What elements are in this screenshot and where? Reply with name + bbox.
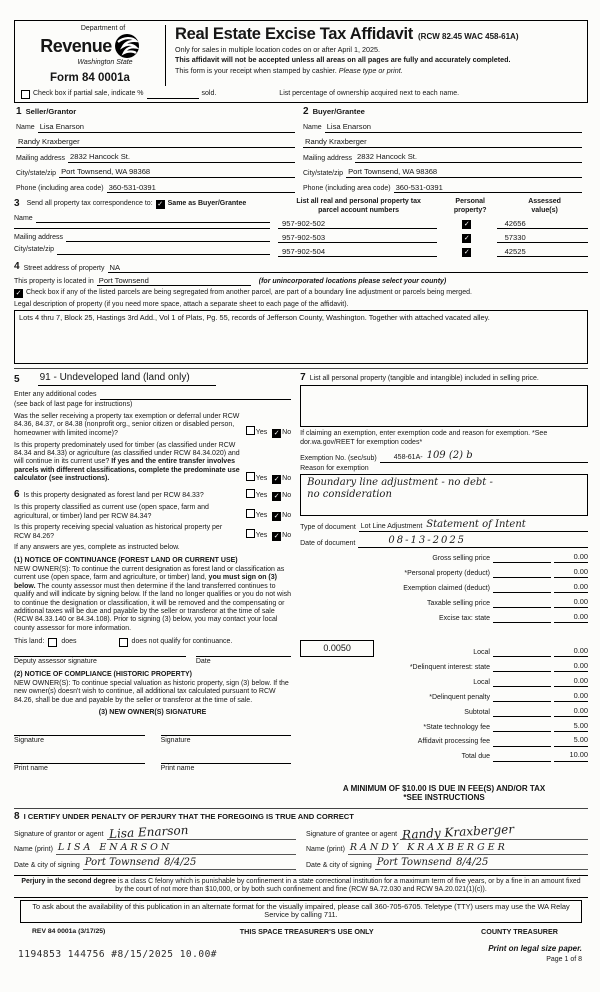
county-treasurer-label: COUNTY TREASURER <box>481 927 558 937</box>
no-label: No <box>282 511 292 519</box>
yes-label: Yes <box>255 429 268 437</box>
additional-codes-field[interactable] <box>100 398 292 400</box>
historical-question: Is this property receiving special valuation as historical property per RCW 84.26? <box>14 524 223 540</box>
affidavit-processing-fee-value[interactable]: 5.00 <box>554 736 588 746</box>
new-owner-print-2-field[interactable] <box>161 752 292 764</box>
excise-tax-state-label: Excise tax: state <box>439 614 490 622</box>
section8-number: 8 <box>14 811 20 823</box>
section7-number: 7 <box>300 372 306 384</box>
timber-yes-checkbox[interactable] <box>246 472 255 481</box>
timber-question: Is this property predominately used for timber (as classified under RCW 84.34 and 84.33) or agriculture (as classified under RCW 84.34.020) and will continue in its current use? <box>14 441 240 466</box>
reason-line-2: no consideration <box>307 489 392 501</box>
deputy-assessor-signature-label: Deputy assessor signature <box>14 656 186 666</box>
delinquent-interest-state-value[interactable]: 0.00 <box>554 662 588 672</box>
no-label: No <box>282 429 292 437</box>
does-not-label: does not qualify for continuance. <box>131 638 233 646</box>
table-row <box>278 219 588 229</box>
delinquent-interest-local-label: Local <box>473 678 490 686</box>
section4-number: 4 <box>14 261 20 273</box>
new-owner-signature-2-field[interactable] <box>161 724 292 736</box>
header-instruction-3-italic: Please type or print. <box>338 65 403 75</box>
grantee-date-city-label: Date & city of signing <box>306 861 372 869</box>
seller-phone-field[interactable]: 360-531-0391 <box>107 183 295 194</box>
seller-grantor-section <box>14 105 301 196</box>
additional-codes-label: Enter any additional codes <box>14 391 97 399</box>
assessed-col-header-line1: Assessed <box>528 198 561 206</box>
buyer-city-label: City/state/zip <box>303 169 344 177</box>
land-use-section <box>14 372 298 803</box>
yes-label: Yes <box>255 491 268 499</box>
partial-sale-label: Check box if partial sale, indicate % <box>33 90 144 98</box>
notice-continuance-bold: you must sign on (3) below. <box>14 574 277 590</box>
new-owner-signature-1-field[interactable] <box>14 724 145 736</box>
corr-name2-field[interactable] <box>14 228 270 230</box>
personal-property-section <box>298 372 588 803</box>
parcel-2-number-field[interactable]: 957-902-503 <box>278 233 437 243</box>
section6-number: 6 <box>14 488 20 500</box>
seller-mailing-field[interactable]: 2832 Hancock St. <box>68 152 295 163</box>
corr-mailing-label: Mailing address <box>14 233 64 241</box>
same-as-buyer-checkbox[interactable] <box>156 200 165 209</box>
grantee-print-label: Name (print) <box>306 846 345 854</box>
print-name-label: Print name <box>160 764 195 772</box>
date-of-document-field[interactable]: 08-13-2025 <box>388 535 467 547</box>
personal-property-label: List all personal property (tangible and intangible) included in selling price. <box>309 375 539 383</box>
personal-col-header-line2: property? <box>453 206 487 214</box>
parcel-3-number-field[interactable]: 957-902-504 <box>278 247 437 257</box>
exemption-claimed-value[interactable]: 0.00 <box>554 583 588 593</box>
buyer-mailing-field[interactable]: 2832 Hancock St. <box>355 152 582 163</box>
taxable-selling-price-label: Taxable selling price <box>426 599 490 607</box>
personal-property-deduct-value[interactable]: 0.00 <box>554 568 588 578</box>
current-use-no-checkbox[interactable] <box>272 512 281 521</box>
assessed-col-header-line2: value(s) <box>531 206 558 214</box>
parcel-1-personal-checkbox[interactable] <box>462 220 471 229</box>
personal-col-header-line1: Personal <box>455 198 485 206</box>
seller-phone-label: Phone (including area code) <box>16 184 104 192</box>
type-of-document-hand: Statement of Intent <box>426 519 526 531</box>
page-number: Page 1 of 8 <box>546 955 582 963</box>
personal-property-deduct-label: *Personal property (deduct) <box>404 569 490 577</box>
parcel-col-header-line1: List all real and personal property tax <box>296 198 421 206</box>
treasurer-receipt-stamp: 1194853 144756 #8/15/2025 10.00# <box>18 948 218 960</box>
yes-label: Yes <box>255 511 268 519</box>
located-in-label: This property is located in <box>14 277 94 285</box>
reason-line-1: Boundary line adjustment - no debt - <box>307 477 493 489</box>
land-does-checkbox[interactable] <box>48 638 57 647</box>
parcel-3-personal-checkbox[interactable] <box>462 248 471 257</box>
dor-logo-block <box>21 25 159 86</box>
type-of-document-label: Type of document <box>300 524 356 532</box>
grantor-city-field[interactable]: Port Townsend <box>84 856 160 868</box>
no-label: No <box>282 532 292 540</box>
historical-yes-checkbox[interactable] <box>246 529 255 538</box>
ownership-percentage-note: List percentage of ownership acquired next to each name. <box>279 90 460 98</box>
grantor-signature-field[interactable]: Lisa Enarson <box>108 822 189 842</box>
form-title-ref: (RCW 82.45 WAC 458-61A) <box>418 32 519 41</box>
buyer-phone-field[interactable]: 360-531-0391 <box>394 183 582 194</box>
agency-state: Washington State <box>77 59 133 67</box>
notice-compliance-title: (2) NOTICE OF COMPLIANCE (HISTORIC PROPERTY) <box>14 670 192 678</box>
minimum-due-note: A MINIMUM OF $10.00 IS DUE IN FEE(S) AND/OR TAX <box>342 783 546 793</box>
total-due-value[interactable]: 10.00 <box>554 751 588 761</box>
notice-continuance-text: NEW OWNER(S): To continue the current designation as forest land or classification as current use (open space, farm and agriculture, or timber) land, <box>14 565 285 582</box>
alternate-format-notice: To ask about the availability of this publication in an alternate format for the visually impaired, please call 360-705-6705. Teletype (TTY) users may use the WA Relay Service by calling 711. <box>20 900 582 924</box>
treasurer-space-label: THIS SPACE TREASURER'S USE ONLY <box>239 927 374 937</box>
corr-name-field[interactable] <box>36 222 270 224</box>
no-label: No <box>282 491 292 499</box>
delinquent-interest-local-value[interactable]: 0.00 <box>554 677 588 687</box>
print-name-label: Print name <box>14 764 48 772</box>
unincorporated-note: (for unincorporated locations please select your county) <box>258 277 447 285</box>
see-back-note: (see back of last page for instructions) <box>14 401 133 409</box>
notice-continuance-text2: The county assessor must then determine if the land transferred continues to qualify and will indicate by signing below. If the land no longer qualifies or you do not wish to continue the designation or classification, it will be removed and the compensating or additional taxes will be due and payable by the seller or transferor at the time of sale (RCW 84.33.140 or 84.34.108). Prior to signing (3) below, you may contact your local county assessor for more information. <box>14 582 292 632</box>
grantor-signature-label: Signature of grantor or agent <box>14 831 104 839</box>
type-of-document-field[interactable]: Lot Line Adjustment <box>360 523 423 531</box>
section1-title: Seller/Grantor <box>25 106 77 116</box>
parcel-1-number-field[interactable]: 957-902-502 <box>278 219 437 229</box>
signature-label: Signature <box>14 737 44 745</box>
state-technology-fee-value[interactable]: 5.00 <box>554 722 588 732</box>
state-technology-fee-label: *State technology fee <box>423 723 490 731</box>
certify-statement: I CERTIFY UNDER PENALTY OF PERJURY THAT THE FOREGOING IS TRUE AND CORRECT <box>23 812 354 822</box>
this-land-label: This land: <box>14 638 45 646</box>
deputy-date-label: Date <box>196 656 291 666</box>
correspondence-label: Send all property tax correspondence to: <box>26 199 153 207</box>
if-any-yes-note: If any answers are yes, complete as instructed below. <box>14 544 180 552</box>
timber-no-checkbox[interactable] <box>272 475 281 484</box>
new-owner-print-1-field[interactable] <box>14 752 145 764</box>
section1-number: 1 <box>16 105 22 117</box>
signature-label: Signature <box>160 737 191 745</box>
grantee-signature-label: Signature of grantee or agent <box>306 831 398 839</box>
delinquent-penalty-label: *Delinquent penalty <box>429 693 490 701</box>
local-tax-label: Local <box>473 648 490 656</box>
delinquent-interest-state-label: *Delinquent interest: state <box>409 663 490 671</box>
agency-name: Revenue <box>40 35 112 56</box>
reason-for-exemption-field[interactable] <box>300 474 588 516</box>
parcel-2-assessed-field[interactable]: 57330 <box>497 233 588 243</box>
grantor-print-field[interactable]: LISA ENARSON <box>57 841 173 853</box>
buyer-name2-field[interactable]: Randy Kraxberger <box>303 137 582 148</box>
grantor-date-city-label: Date & city of signing <box>14 861 80 869</box>
dor-swirl-logo-icon <box>112 33 140 59</box>
exemption-deferral-no-checkbox[interactable] <box>272 429 281 438</box>
seller-mailing-label: Mailing address <box>16 154 66 162</box>
notice-continuance-title: (1) NOTICE OF CONTINUANCE (FOREST LAND OR CURRENT USE) <box>14 556 238 564</box>
same-as-buyer-label: Same as Buyer/Grantee <box>167 199 247 207</box>
form-header <box>14 20 588 103</box>
seller-name2-field[interactable]: Randy Kraxberger <box>16 137 295 148</box>
subtotal-label: Subtotal <box>464 708 490 716</box>
corr-mailing-field[interactable] <box>66 240 270 242</box>
parcel-table <box>278 198 588 257</box>
reason-for-exemption-label: Reason for exemption <box>300 465 369 473</box>
header-instruction-3: This form is your receipt when stamped by cashier. <box>175 65 339 75</box>
gross-selling-price-label: Gross selling price <box>432 554 490 562</box>
seller-city-field[interactable]: Port Townsend, WA 98368 <box>59 167 295 178</box>
forest-land-no-checkbox[interactable] <box>272 492 281 501</box>
corr-city-field[interactable] <box>57 253 270 255</box>
segregated-label: Check box if any of the listed parcels are being segregated from another parcel, are part of a boundary line adjustment or parcels being merged. <box>26 289 472 297</box>
grantor-print-label: Name (print) <box>14 846 53 854</box>
buyer-mailing-label: Mailing address <box>303 154 353 162</box>
table-row <box>278 247 588 257</box>
section3-number: 3 <box>14 198 20 210</box>
timber-question-bold: If yes and the entire transfer involves parcels with different classifications, complete the predominate use calculator (see instructions). <box>14 458 240 483</box>
no-label: No <box>282 474 292 482</box>
section2-title: Buyer/Grantee <box>312 106 365 116</box>
seller-city-label: City/state/zip <box>16 169 57 177</box>
print-legal-note: Print on legal size paper. <box>488 944 582 954</box>
segregated-checkbox[interactable] <box>14 289 23 298</box>
buyer-name-label: Name <box>303 124 322 132</box>
corr-name-label: Name <box>14 214 33 222</box>
delinquent-penalty-value[interactable]: 0.00 <box>554 692 588 702</box>
current-use-yes-checkbox[interactable] <box>246 509 255 518</box>
buyer-name-field[interactable]: Lisa Enarson <box>325 122 582 133</box>
total-due-label: Total due <box>461 753 490 761</box>
tax-correspondence-section <box>14 198 278 257</box>
historical-no-checkbox[interactable] <box>272 532 281 541</box>
grantor-date-field[interactable]: 8/4/25 <box>164 856 197 868</box>
parcel-1-assessed-field[interactable]: 42656 <box>497 219 588 229</box>
buyer-phone-label: Phone (including area code) <box>303 184 391 192</box>
forest-land-yes-checkbox[interactable] <box>246 489 255 498</box>
form-number: Form 84 0001a <box>50 71 130 84</box>
notice-compliance-text: NEW OWNER(S): To continue special valuation as historic property, sign (3) below. If the new owner(s) doesn't wish to continue, all additional tax calculated pursuant to RCW 84.26, shall be due and payable by the seller or transferor at the time of sale. <box>14 679 289 704</box>
table-row <box>278 233 588 243</box>
perjury-bold: Perjury in the second degree <box>21 878 116 886</box>
perjury-rest: is a class C felony which is punishable by confinement in a state correctional institution for a maximum term of five years, or by a fine in an amount fixed by the court of not more than $10,000, or by both such confinement and fine (RCW 9A.72.030 and RCW 9A.20.021(1)(c)). <box>115 878 581 894</box>
grantee-signature-field[interactable]: Randy Kraxberger <box>401 822 515 842</box>
parcel-3-assessed-field[interactable]: 42525 <box>497 247 588 257</box>
form-revision: REV 84 0001a (3/17/25) <box>32 928 106 936</box>
exemption-no-field[interactable]: 109 (2) b <box>426 450 473 462</box>
forest-land-question: Is this property designated as forest land per RCW 84.33? <box>23 491 204 499</box>
agency-dept-of: Department of <box>80 25 126 32</box>
current-use-question: Is this property classified as current use (open space, farm and agricultural, or timber) land per RCW 84.34? <box>14 504 209 520</box>
parcel-col-header-line2: parcel account numbers <box>318 206 400 214</box>
yes-label: Yes <box>255 532 268 540</box>
excise-tax-state-value[interactable]: 0.00 <box>554 613 588 623</box>
corr-city-label: City/state/zip <box>14 246 55 254</box>
grantee-print-field[interactable]: RANDY KRAXBERGER <box>349 841 508 853</box>
legal-description-field[interactable]: Lots 4 thru 7, Block 25, Hastings 3rd Add., Vol 1 of Plats, Pg. 55, records of Jefferson County, Washington. Together with attached vacated alley. <box>14 310 588 364</box>
seller-name-field[interactable]: Lisa Enarson <box>38 122 295 133</box>
subtotal-value[interactable]: 0.00 <box>554 707 588 717</box>
exemption-note: If claiming an exemption, enter exemption code and reason for exemption. *See dor.wa.gov/REET for exemption codes* <box>300 430 548 446</box>
personal-property-field[interactable] <box>300 385 588 427</box>
affidavit-processing-fee-label: Affidavit processing fee <box>417 738 490 746</box>
exemption-prefix: 458-61A- <box>393 453 423 461</box>
partial-sale-checkbox[interactable] <box>21 90 30 99</box>
grantee-city-field[interactable]: Port Townsend <box>376 856 452 868</box>
form-title: Real Estate Excise Tax Affidavit <box>175 25 414 43</box>
certification-section <box>14 808 588 870</box>
seller-name-label: Name <box>16 124 35 132</box>
local-rate-field[interactable]: 0.0050 <box>300 640 374 657</box>
exemption-deferral-question: Was the seller receiving a property tax exemption or deferral under RCW 84.36, 84.37, or 84.38 (nonprofit org., senior citizen or disabled person, homeowner with limited income)? <box>14 413 240 437</box>
street-address-field[interactable]: NA <box>108 263 589 274</box>
partial-sale-sold-label: sold. <box>201 90 217 98</box>
taxable-selling-price-value[interactable]: 0.00 <box>554 598 588 608</box>
exemption-deferral-yes-checkbox[interactable] <box>246 426 255 435</box>
exemption-no-label: Exemption No. (sec/sub) <box>300 454 377 462</box>
perjury-notice <box>14 875 588 898</box>
parcel-2-personal-checkbox[interactable] <box>462 234 471 243</box>
exemption-claimed-label: Exemption claimed (deduct) <box>403 584 490 592</box>
section5-number: 5 <box>14 374 20 386</box>
land-does-not-checkbox[interactable] <box>119 638 128 647</box>
buyer-city-field[interactable]: Port Townsend, WA 98368 <box>346 167 582 178</box>
header-instruction-1: Only for sales in multiple location codes on or after April 1, 2025. <box>175 45 380 55</box>
street-address-label: Street address of property <box>23 264 105 272</box>
section2-number: 2 <box>303 105 309 117</box>
new-owners-signature-title: (3) NEW OWNER(S) SIGNATURE <box>98 709 207 717</box>
partial-sale-percent-field[interactable] <box>147 90 199 99</box>
date-of-document-label: Date of document <box>300 540 356 548</box>
gross-selling-price-value[interactable]: 0.00 <box>554 553 588 563</box>
see-instructions-note: *SEE INSTRUCTIONS <box>403 793 485 803</box>
located-in-field[interactable]: Port Townsend <box>97 276 251 287</box>
header-instruction-2: This affidavit will not be accepted unless all areas on all pages are fully and accurately completed. <box>175 55 511 65</box>
local-tax-value[interactable]: 0.00 <box>554 647 588 657</box>
property-address-section <box>14 261 588 364</box>
yes-label: Yes <box>255 474 268 482</box>
land-use-code-field[interactable]: 91 - Undeveloped land (land only) <box>38 372 216 386</box>
legal-description-label: Legal description of property (if you need more space, attach a separate sheet to each page of the affidavit). <box>14 300 349 308</box>
buyer-grantee-section <box>301 105 588 196</box>
does-label: does <box>61 638 77 646</box>
grantee-date-field[interactable]: 8/4/25 <box>456 856 489 868</box>
